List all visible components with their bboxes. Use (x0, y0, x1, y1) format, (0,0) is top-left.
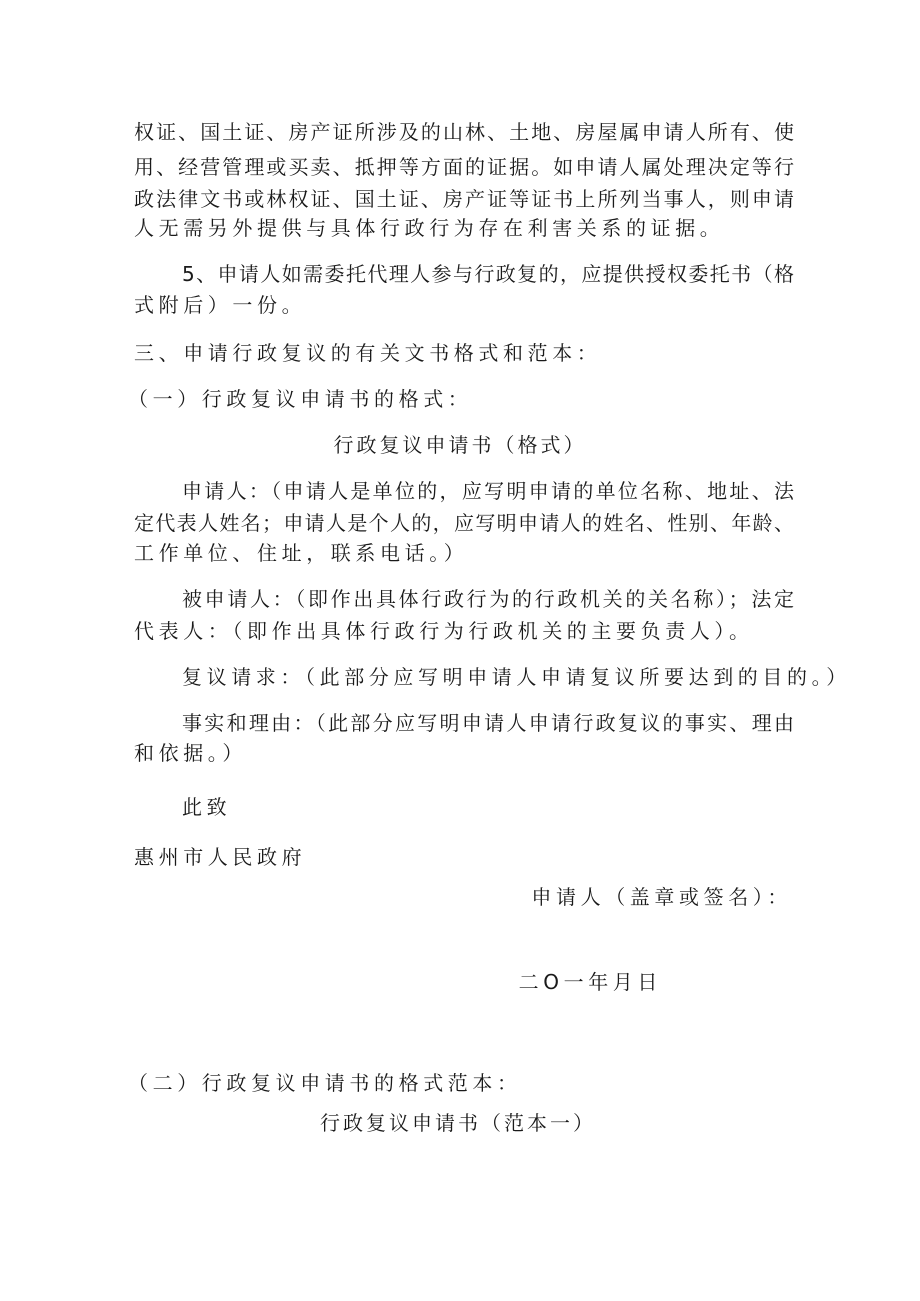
applicant-line-3: 工作单位、住址，联系电话。） (134, 541, 469, 565)
paragraph-agent-line-1: 5、申请人如需委托代理人参与行政复的，应提供授权委托书（格 (182, 262, 794, 286)
paragraph-agent-line-2: 式附后）一份。 (134, 293, 307, 317)
applicant-line-1: 申请人：（申请人是单位的，应写明申请的单位名称、地址、法 (182, 479, 794, 503)
date-line: 二O一年月日 (518, 970, 662, 994)
respondent-line-2: 代表人：（即作出具体行政行为行政机关的主要负责人）。 (134, 619, 754, 643)
subsection-one-heading: （一）行政复议申请书的格式： (128, 387, 473, 411)
subsection-two-heading: （二）行政复议申请书的格式范本： (128, 1071, 522, 1095)
signature-line: 申请人（盖章或签名）： (531, 885, 792, 909)
respondent-line-1: 被申请人：（即作出具体行政行为的行政机关的关名称）；法定 (182, 587, 794, 611)
paragraph-evidence-line-2: 用、经营管理或买卖、抵押等方面的证据。如申请人属处理决定等行 (134, 155, 794, 179)
facts-line-2: 和依据。） (134, 741, 247, 765)
recipient: 惠州市人民政府 (134, 845, 307, 869)
sample-title: 行政复议申请书（范本一） (320, 1111, 596, 1135)
request-line: 复议请求：（此部分应写明申请人申请复议所要达到的目的。） (182, 665, 851, 689)
paragraph-evidence-line-3: 政法律文书或林权证、国土证、房产证等证书上所列当事人，则申请 (134, 187, 794, 211)
paragraph-evidence-line-1: 权证、国土证、房产证所涉及的山林、土地、房屋属申请人所有、使 (134, 120, 794, 144)
section-three-heading: 三、申请行政复议的有关文书格式和范本： (134, 341, 602, 365)
facts-line-1: 事实和理由：（此部分应写明申请人申请行政复议的事实、理由 (182, 711, 794, 735)
applicant-line-2: 定代表人姓名；申请人是个人的，应写明申请人的姓名、性别、年龄、 (134, 511, 794, 535)
form-title: 行政复议申请书（格式） (333, 433, 587, 457)
paragraph-evidence-line-4: 人无需另外提供与具体行政行为存在利害关系的证据。 (134, 216, 725, 240)
salutation: 此致 (182, 795, 232, 819)
